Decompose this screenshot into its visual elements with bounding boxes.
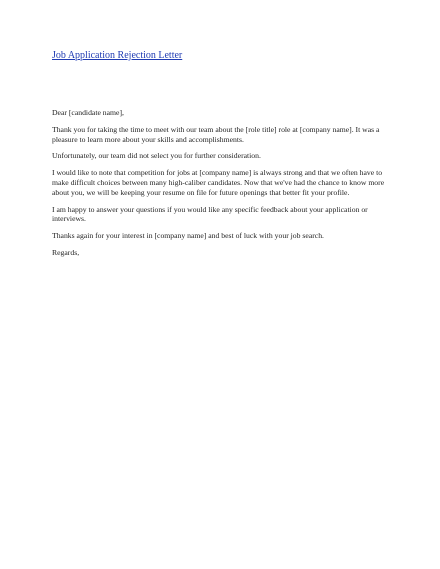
letter-paragraph-1: Thank you for taking the time to meet with our team about the [role title] role at [company name]. It was a pleasure to learn more about your skills and accomplishments. [52, 124, 380, 144]
letter-paragraph-4: I am happy to answer your questions if you would like any specific feedback about your application or interviews. [52, 204, 368, 224]
letter-paragraph-2: Unfortunately, our team did not select you for further consideration. [52, 151, 261, 161]
letter-closing: Regards, [52, 247, 80, 257]
letter-title: Job Application Rejection Letter [52, 50, 183, 61]
letter-body [52, 108, 390, 265]
letter-paragraph-3: I would like to note that competition for jobs at [company name] is always strong and that we often have to make difficult choices between many high-caliber candidates. Now that we've had the chance to know more about you, we will be keeping your resume on file for future openings that better fit your profile. [52, 168, 385, 197]
letter-salutation: Dear [candidate name], [52, 108, 124, 117]
letter-paragraph-5: Thanks again for your interest in [company name] and best of luck with your job search. [52, 231, 324, 241]
